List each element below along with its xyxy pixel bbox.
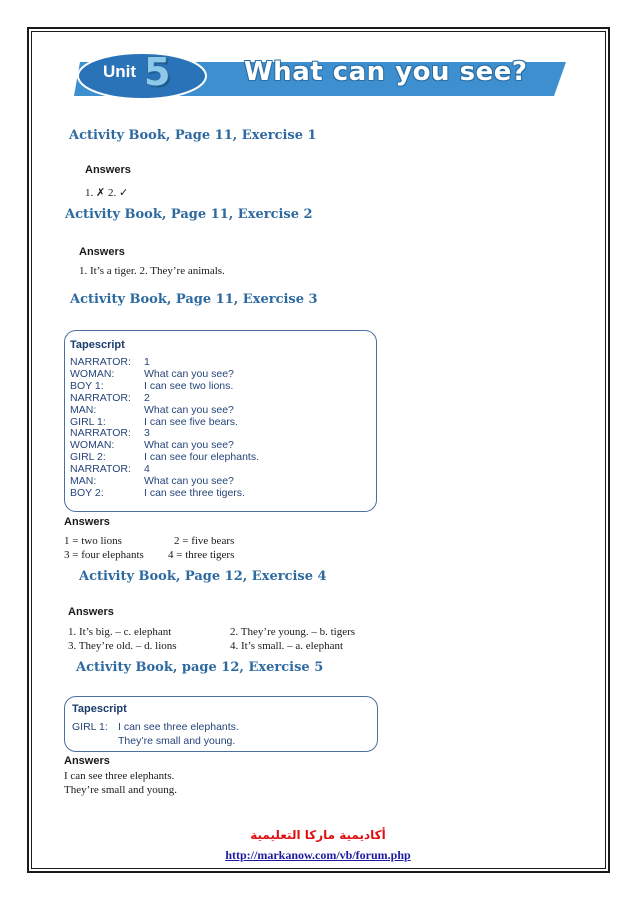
ex2-answers-label: Answers <box>79 246 125 258</box>
tapescript-text: What can you see? <box>144 403 234 416</box>
ex5-tapescript-line-1: I can see three elephants. <box>118 721 239 733</box>
ex3-answer-1: 1 = two lions <box>64 535 122 547</box>
unit-title: What can you see? <box>244 57 528 87</box>
tapescript-text: 3 <box>144 427 150 440</box>
tapescript-text: I can see two lions. <box>144 379 234 392</box>
footer-academy-name: أكاديمية ماركا التعليمية <box>250 828 386 842</box>
tapescript-text: What can you see? <box>144 439 234 452</box>
tapescript-text: 1 <box>144 356 150 368</box>
ex3-answer-3: 3 = four elephants <box>64 549 144 561</box>
unit-banner <box>72 52 566 100</box>
ex3-tapescript-title: Tapescript <box>70 339 125 351</box>
ex1-heading: Activity Book, Page 11, Exercise 1 <box>69 128 317 143</box>
ex4-answer-2: 2. They’re young. – b. tigers <box>230 626 356 638</box>
tapescript-speaker: WOMAN: <box>70 439 115 452</box>
ex3-answers-label: Answers <box>64 516 110 528</box>
ex2-answer-line: 1. It’s a tiger. 2. They’re animals. <box>79 265 225 277</box>
ex5-answer-line-1: I can see three elephants. <box>64 770 175 782</box>
tapescript-speaker: WOMAN: <box>70 367 115 380</box>
unit-number: 5 <box>144 50 171 94</box>
ex5-tapescript-line-2: They’re small and young. <box>118 735 236 747</box>
tapescript-text: What can you see? <box>144 367 234 380</box>
tapescript-speaker: NARRATOR: <box>70 427 131 440</box>
ex5-answer-line-2: They’re small and young. <box>64 784 178 796</box>
ex4-heading: Activity Book, Page 12, Exercise 4 <box>79 569 327 584</box>
tapescript-text: I can see five bears. <box>144 415 238 428</box>
ex1-answer-line: 1. ✗ 2. ✓ <box>85 187 129 199</box>
ex5-answers-label: Answers <box>64 755 110 767</box>
tapescript-text: I can see four elephants. <box>144 451 259 464</box>
tapescript-speaker: MAN: <box>70 403 97 416</box>
tapescript-speaker: BOY 1: <box>70 379 104 392</box>
ex4-answers-label: Answers <box>68 606 114 618</box>
tapescript-speaker: MAN: <box>70 475 97 487</box>
ex3-answer-2: 2 = five bears <box>174 535 235 547</box>
ex2-heading: Activity Book, Page 11, Exercise 2 <box>65 207 313 222</box>
footer-forum-link[interactable]: http://markanow.com/vb/forum.php <box>225 848 411 862</box>
tapescript-speaker: GIRL 2: <box>70 451 106 464</box>
ex1-answers-label: Answers <box>85 164 131 176</box>
tapescript-speaker: BOY 2: <box>70 486 104 499</box>
ex3-answer-4: 4 = three tigers <box>168 549 235 561</box>
tapescript-speaker: GIRL 1: <box>70 415 106 428</box>
ex4-answer-4: 4. It’s small. – a. elephant <box>230 640 344 652</box>
tapescript-speaker: NARRATOR: <box>70 391 131 404</box>
unit-label: Unit <box>103 62 137 81</box>
tapescript-text: 4 <box>144 463 150 476</box>
ex4-answer-1: 1. It’s big. – c. elephant <box>68 626 172 638</box>
ex5-heading: Activity Book, page 12, Exercise 5 <box>76 660 324 675</box>
ex4-answer-3: 3. They’re old. – d. lions <box>68 640 177 652</box>
tapescript-text: 2 <box>144 391 150 404</box>
ex5-tapescript-speaker: GIRL 1: <box>72 721 108 733</box>
tapescript-speaker: NARRATOR: <box>70 356 131 368</box>
ex5-tapescript-title: Tapescript <box>72 703 127 715</box>
tapescript-speaker: NARRATOR: <box>70 463 131 476</box>
ex3-heading: Activity Book, Page 11, Exercise 3 <box>70 292 318 307</box>
tapescript-text: I can see three tigers. <box>144 486 245 499</box>
tapescript-text: What can you see? <box>144 475 234 487</box>
